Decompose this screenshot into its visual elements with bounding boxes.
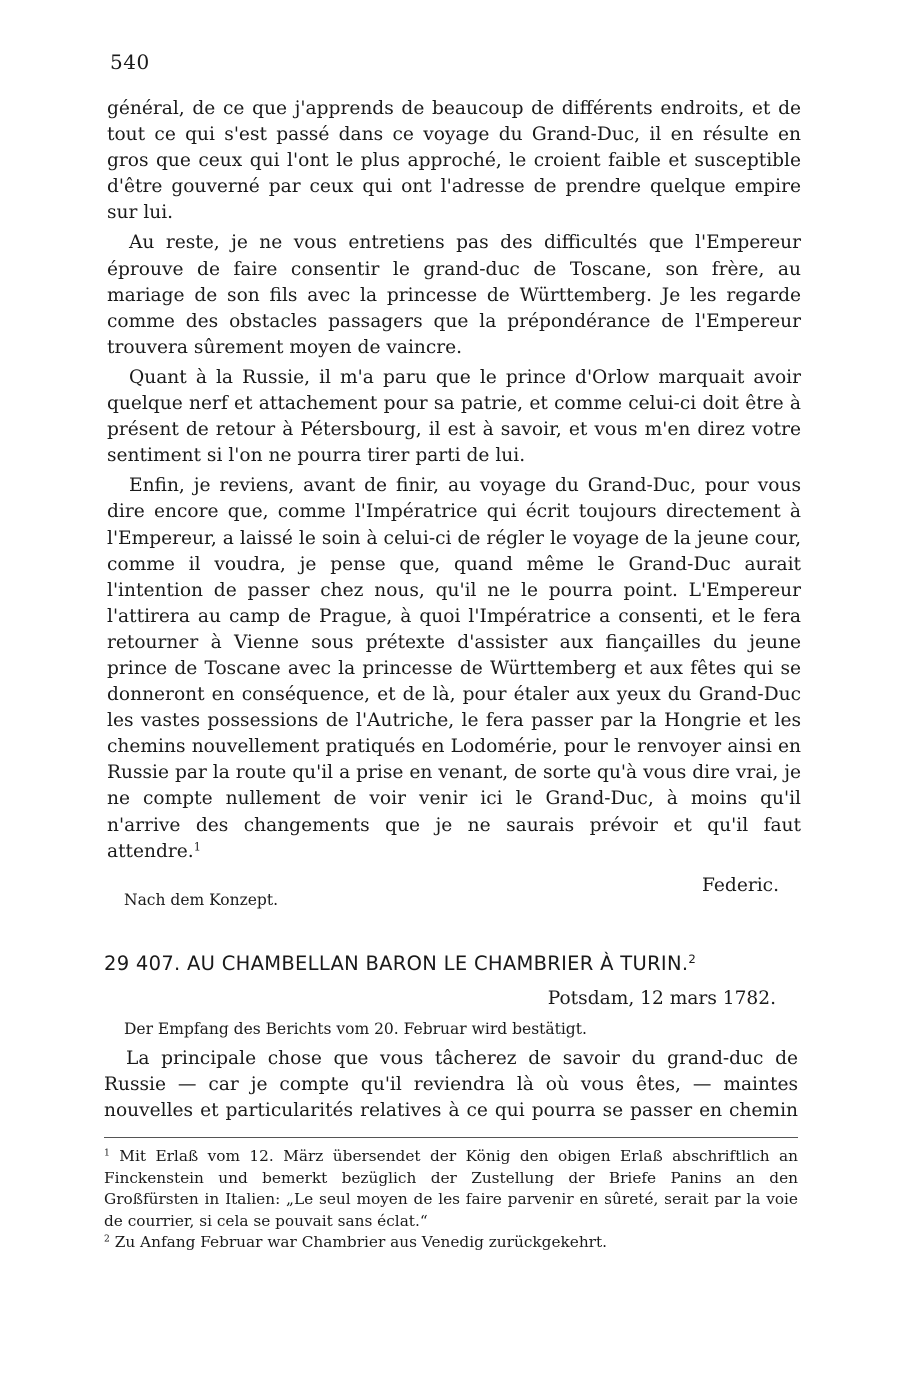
- paragraph-3: Quant à la Russie, il m'a paru que le prince d'Orlow marquait avoir quelque nerf et attachement pour sa patrie, et comme celui-ci doit être à présent de retour à Pétersbourg, il est à savoir, et vous m'en direz votre sentiment si l'on ne pourra tirer parti de lui.: [107, 366, 801, 467]
- footnote-ref-1: 1: [193, 839, 201, 853]
- footnote-1-text: Mit Erlaß vom 12. März übersendet der König den obigen Erlaß abschriftlich an Finckenstein und bemerkt bezüglich der Zustellung der Briefe Panins an den Großfürsten in Italien: „Le seul moyen de les faire parvenir en sûreté, serait par la voie de courrier, si cela se pouvait sans éclat.“: [104, 1147, 798, 1230]
- footnote-ref-2: 2: [688, 951, 697, 966]
- receipt-note: Der Empfang des Berichts vom 20. Februar wird bestätigt.: [124, 1020, 587, 1038]
- signature: Federic.: [702, 874, 779, 896]
- letter-paragraph: La principale chose que vous tâcherez de savoir du grand-duc de Russie — car je compte qu'il reviendra là où vous êtes, — maintes nouvelles et particularités relatives à ce qui pourra se passer en chemin: [104, 1048, 798, 1122]
- paragraph-4: [107, 473, 801, 864]
- paragraph-1: général, de ce que j'apprends de beaucoup de différents endroits, et de tout ce qui s'est passé dans ce voyage du Grand-Duc, il en résulte en gros que ceux qui l'ont le plus approché, le croient faible et susceptible d'être gouverné par ceux qui ont l'adresse de prendre quelque empire sur lui.: [107, 98, 801, 224]
- footnote-2-text: Zu Anfang Februar war Chambrier aus Venedig zurückgekehrt.: [114, 1233, 607, 1251]
- footnotes: [104, 1146, 798, 1254]
- letter-heading: [104, 952, 804, 975]
- letter-body: [104, 1046, 798, 1124]
- main-text: [107, 96, 801, 895]
- page-number: 540: [110, 50, 150, 74]
- footnote-1-mark: 1: [104, 1147, 110, 1159]
- footnote-2: [104, 1232, 798, 1254]
- footnote-1: [104, 1146, 798, 1232]
- paragraph-4-text: Enfin, je reviens, avant de finir, au voyage du Grand-Duc, pour vous dire encore que, comme l'Impératrice qui écrit toujours directement à l'Empereur, a laissé le soin à celui-ci de régler le voyage de la jeune cour, comme il voudra, je pense que, quand même le Grand-Duc aurait l'intention de passer chez nous, qu'il ne le pourra point. L'Empereur l'attirera au camp de Prague, à quoi l'Impératrice a consenti, et le fera retourner à Vienne sous prétexte d'assister aux fiançailles du jeune prince de Toscane avec la princesse de Württemberg et aux fêtes qui se donneront en conséquence, et de là, pour étaler aux yeux du Grand-Duc les vastes possessions de l'Autriche, le fera passer par la Hongrie et les chemins nouvellement pratiqués en Lodomérie, pour le renvoyer ainsi en Russie par la route qu'il a prise en venant, de sorte qu'à vous dire vrai, je ne compte nullement de voir venir ici le Grand-Duc, à moins qu'il n'arrive des changements que je ne saurais prévoir et qu'il faut attendre.: [107, 475, 801, 862]
- dateline: Potsdam, 12 mars 1782.: [547, 988, 776, 1009]
- footnote-divider: [104, 1137, 798, 1138]
- footnote-2-mark: 2: [104, 1233, 110, 1245]
- letter-heading-text: 29 407. AU CHAMBELLAN BARON LE CHAMBRIER À TURIN.: [104, 952, 689, 975]
- paragraph-2: Au reste, je ne vous entretiens pas des difficultés que l'Empereur éprouve de faire consentir le grand-duc de Toscane, son frère, au mariage de son fils avec la princesse de Württemberg. Je les regarde comme des obstacles passagers que la prépondérance de l'Empereur trouvera sûrement moyen de vaincre.: [107, 232, 801, 358]
- source-note: Nach dem Konzept.: [124, 891, 279, 909]
